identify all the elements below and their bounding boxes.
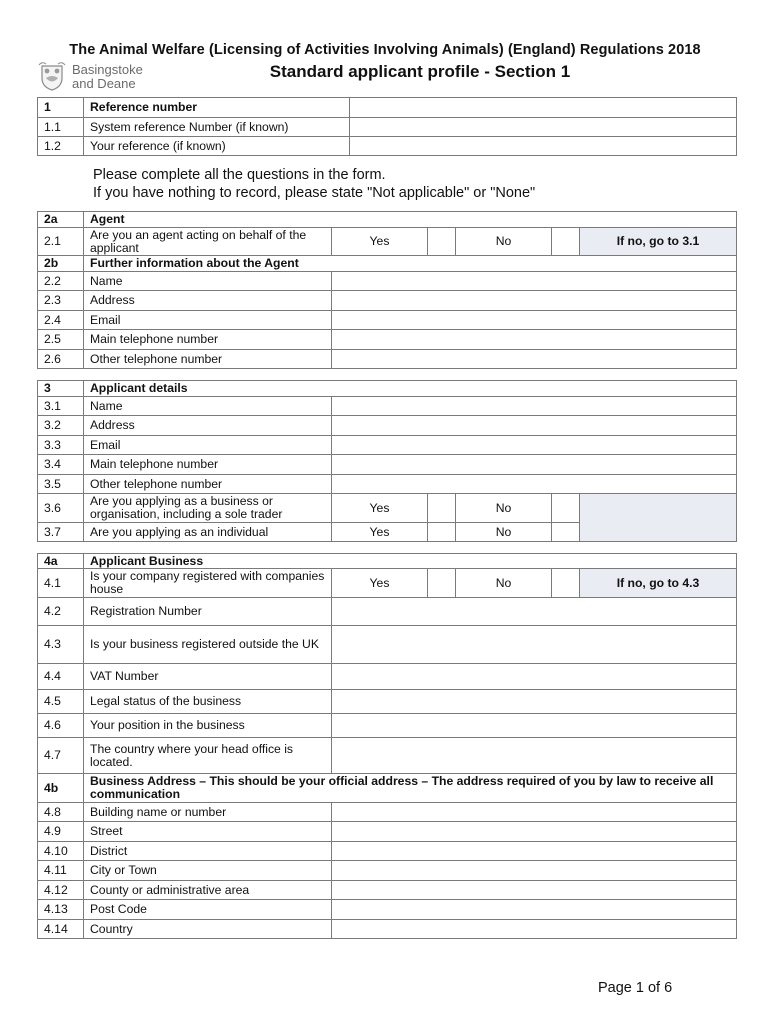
table-row (38, 861, 737, 881)
table-row (38, 212, 737, 228)
table-row (38, 291, 737, 311)
row-number: 3 (38, 381, 84, 397)
applicant-name-field[interactable] (332, 397, 737, 416)
agent-address-field[interactable] (332, 291, 737, 311)
applicant-address-field[interactable] (332, 416, 737, 436)
agent-name-field[interactable] (332, 272, 737, 291)
row-label: Main telephone number (84, 455, 332, 475)
city-field[interactable] (332, 861, 737, 881)
row-number: 4.12 (38, 881, 84, 900)
row-number: 4.4 (38, 664, 84, 690)
row-number: 1.2 (38, 137, 84, 156)
row-label: Applicant Business (84, 554, 737, 569)
table-row (38, 554, 737, 569)
instructions-line1: Please complete all the questions in the form. (93, 167, 386, 183)
row-label: Applicant details (84, 381, 737, 397)
skip-note: If no, go to 3.1 (580, 228, 737, 256)
logo-text-line2: and Deane (72, 76, 136, 91)
row-label: Street (84, 822, 332, 842)
row-label: Building name or number (84, 803, 332, 822)
row-label: System reference Number (if known) (84, 118, 350, 137)
row-number: 3.4 (38, 455, 84, 475)
row-label: County or administrative area (84, 881, 332, 900)
agent-table (37, 211, 737, 369)
no-checkbox[interactable] (552, 569, 580, 598)
row-label: City or Town (84, 861, 332, 881)
row-label: VAT Number (84, 664, 332, 690)
row-number: 2a (38, 212, 84, 228)
registered-outside-uk-field[interactable] (332, 626, 737, 664)
row-number: 3.7 (38, 523, 84, 542)
table-row (38, 881, 737, 900)
row-number: 2.1 (38, 228, 84, 256)
row-label: Agent (84, 212, 737, 228)
table-row (38, 626, 737, 664)
row-number: 4.5 (38, 690, 84, 714)
row-label: Name (84, 397, 332, 416)
table-row (38, 900, 737, 920)
row-label: Your reference (if known) (84, 137, 350, 156)
row-number: 3.5 (38, 475, 84, 494)
yes-checkbox[interactable] (428, 569, 456, 598)
table-row (38, 842, 737, 861)
table-row (38, 738, 737, 774)
row-number: 4.11 (38, 861, 84, 881)
row-label: Are you an agent acting on behalf of the applicant (84, 228, 332, 256)
regulations-title: The Animal Welfare (Licensing of Activities Involving Animals) (England) Regulations 2018 (69, 42, 701, 58)
system-reference-field[interactable] (350, 118, 737, 137)
no-label: No (456, 569, 552, 598)
agent-main-phone-field[interactable] (332, 330, 737, 350)
row-label: Email (84, 436, 332, 455)
yes-label: Yes (332, 523, 428, 542)
table-row (38, 98, 737, 118)
row-number: 4.6 (38, 714, 84, 738)
row-label: Are you applying as a business or organisation, including a sole trader (84, 494, 332, 523)
row-number: 4.7 (38, 738, 84, 774)
head-office-country-field[interactable] (332, 738, 737, 774)
yes-checkbox[interactable] (428, 494, 456, 523)
skip-note: If no, go to 4.3 (580, 569, 737, 598)
table-row (38, 330, 737, 350)
vat-number-field[interactable] (332, 664, 737, 690)
row-number: 4.14 (38, 920, 84, 939)
table-row (38, 436, 737, 455)
row-number: 2.2 (38, 272, 84, 291)
no-label: No (456, 228, 552, 256)
row-number: 2.5 (38, 330, 84, 350)
table-row (38, 822, 737, 842)
row-label: Is your business registered outside the UK (84, 626, 332, 664)
row-number: 4.3 (38, 626, 84, 664)
row-label: Further information about the Agent (84, 256, 737, 272)
yes-label: Yes (332, 494, 428, 523)
row-number: 4.1 (38, 569, 84, 598)
row-number: 2.4 (38, 311, 84, 330)
row-label: Address (84, 291, 332, 311)
row-label: Email (84, 311, 332, 330)
row-label: Registration Number (84, 598, 332, 626)
row-number: 2.6 (38, 350, 84, 369)
table-row (38, 774, 737, 803)
page-number: Page 1 of 6 (598, 980, 673, 996)
table-row (38, 228, 737, 256)
row-number: 4.9 (38, 822, 84, 842)
row-number: 4b (38, 774, 84, 803)
table-row (38, 494, 737, 523)
no-label: No (456, 523, 552, 542)
section-title: Standard applicant profile - Section 1 (269, 62, 571, 81)
row-label: Main telephone number (84, 330, 332, 350)
agent-email-field[interactable] (332, 311, 737, 330)
table-row (38, 256, 737, 272)
table-row (38, 690, 737, 714)
row-number: 4.13 (38, 900, 84, 920)
table-row (38, 475, 737, 494)
row-label: Business Address – This should be your official address – The address required of you by law to receive all communication (84, 774, 737, 803)
business-table (37, 553, 737, 939)
table-row (38, 416, 737, 436)
row-label: Reference number (84, 98, 350, 118)
row-label: The country where your head office is located. (84, 738, 332, 774)
yes-checkbox[interactable] (428, 523, 456, 542)
row-number: 2.3 (38, 291, 84, 311)
table-row (38, 714, 737, 738)
table-row (38, 137, 737, 156)
row-number: 4.2 (38, 598, 84, 626)
table-row (38, 397, 737, 416)
row-label: Other telephone number (84, 350, 332, 369)
row-number: 4.10 (38, 842, 84, 861)
row-label: Address (84, 416, 332, 436)
instructions-line2: If you have nothing to record, please state "Not applicable" or "None" (93, 185, 536, 201)
applicant-table (37, 380, 737, 542)
table-row (38, 272, 737, 291)
district-field[interactable] (332, 842, 737, 861)
yes-label: Yes (332, 569, 428, 598)
row-number: 1.1 (38, 118, 84, 137)
building-field[interactable] (332, 803, 737, 822)
legal-status-field[interactable] (332, 690, 737, 714)
row-label: Legal status of the business (84, 690, 332, 714)
row-number: 1 (38, 98, 84, 118)
no-checkbox[interactable] (552, 228, 580, 256)
row-number: 3.2 (38, 416, 84, 436)
table-row (38, 311, 737, 330)
table-row (38, 381, 737, 397)
table-row (38, 803, 737, 822)
row-number: 2b (38, 256, 84, 272)
no-checkbox[interactable] (552, 523, 580, 542)
table-row (38, 455, 737, 475)
row-label: Country (84, 920, 332, 939)
table-row (38, 664, 737, 690)
your-reference-field[interactable] (350, 137, 737, 156)
shaded-cell (580, 494, 737, 542)
position-in-business-field[interactable] (332, 714, 737, 738)
row-label: District (84, 842, 332, 861)
row-label: Other telephone number (84, 475, 332, 494)
no-checkbox[interactable] (552, 494, 580, 523)
county-field[interactable] (332, 881, 737, 900)
yes-checkbox[interactable] (428, 228, 456, 256)
yes-label: Yes (332, 228, 428, 256)
table-row (38, 598, 737, 626)
row-label: Your position in the business (84, 714, 332, 738)
row-label: Are you applying as an individual (84, 523, 332, 542)
table-row (38, 569, 737, 598)
table-row (38, 920, 737, 939)
row-number: 3.6 (38, 494, 84, 523)
agent-other-phone-field[interactable] (332, 350, 737, 369)
applicant-email-field[interactable] (332, 436, 737, 455)
reference-table (37, 97, 737, 156)
registration-number-field[interactable] (332, 598, 737, 626)
header-blank-cell (350, 98, 737, 118)
row-label: Post Code (84, 900, 332, 920)
logo-text-line1: Basingstoke (72, 62, 143, 77)
row-number: 3.3 (38, 436, 84, 455)
row-label: Name (84, 272, 332, 291)
row-number: 4a (38, 554, 84, 569)
applicant-main-phone-field[interactable] (332, 455, 737, 475)
no-label: No (456, 494, 552, 523)
row-number: 4.8 (38, 803, 84, 822)
instructions (93, 166, 535, 202)
post-code-field[interactable] (332, 900, 737, 920)
table-row (38, 118, 737, 137)
row-number: 3.1 (38, 397, 84, 416)
applicant-other-phone-field[interactable] (332, 475, 737, 494)
street-field[interactable] (332, 822, 737, 842)
country-field[interactable] (332, 920, 737, 939)
table-row (38, 350, 737, 369)
row-label: Is your company registered with companies house (84, 569, 332, 598)
